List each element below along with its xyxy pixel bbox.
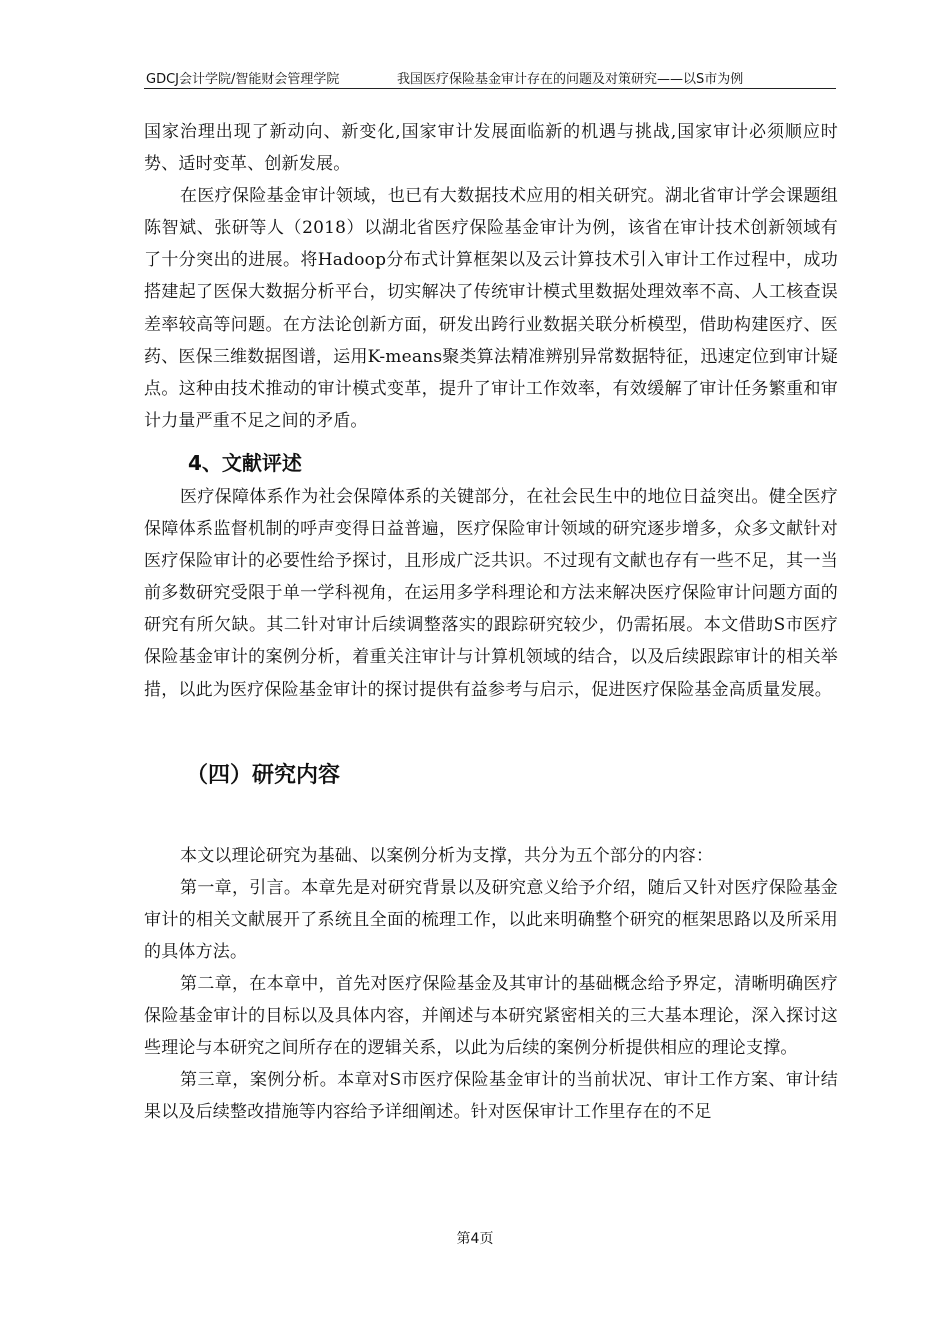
paragraph-literature-review: 医疗保障体系作为社会保障体系的关键部分，在社会民生中的地位日益突出。健全医疗保障体系监督机制的呼声变得日益普遍，医疗保险审计领域的研究逐步增多，众多文献针对医疗保险审计的必要性给予探讨，且形成广泛共识。不过现有文献也存有一些不足，其一当前多数研究受限于单一学科视角，在运用多学科理论和方法来解决医疗保险审计问题方面的研究有所欠缺。其二针对审计后续调整落实的跟踪研究较少，仍需拓展。本文借助S市医疗保险基金审计的案例分析，着重关注审计与计算机领域的结合，以及后续跟踪审计的相关举措，以此为医疗保险基金审计的探讨提供有益参考与启示，促进医疗保险基金高质量发展。 — [144, 486, 838, 700]
running-header — [144, 66, 836, 89]
paragraph-structure-intro: 本文以理论研究为基础、以案例分析为支撑，共分为五个部分的内容： — [180, 845, 714, 866]
header-institution: GDCJ会计学院/智能财会管理学院 — [146, 72, 340, 87]
paragraph-chapter-three: 第三章，案例分析。本章对S市医疗保险基金审计的当前状况、审计工作方案、审计结果以及后续整改措施等内容给予详细阐述。针对医保审计工作里存在的不足 — [144, 1070, 838, 1123]
header-thesis-title: 我国医疗保险基金审计存在的问题及对策研究——以S市为例 — [397, 72, 744, 87]
body-text — [144, 116, 838, 1128]
heading-literature-review: 4、文献评述 — [188, 450, 302, 475]
heading-research-content: （四）研究内容 — [186, 762, 341, 788]
paragraph-chapter-two: 第二章，在本章中，首先对医疗保险基金及其审计的基础概念给予界定，清晰明确医疗保险基金审计的目标以及具体内容，并阐述与本研究紧密相关的三大基本理论，深入探讨这些理论与本研究之间所存在的逻辑关系，以此为后续的案例分析提供相应的理论支撑。 — [144, 973, 838, 1059]
paragraph-continuation: 国家治理出现了新动向、新变化,国家审计发展面临新的机遇与挑战,国家审计必须顺应时势、适时变革、创新发展。 — [144, 122, 838, 175]
page-number: 第4页 — [456, 1231, 494, 1247]
paragraph-chapter-one: 第一章，引言。本章先是对研究背景以及研究意义给予介绍，随后又针对医疗保险基金审计的相关文献展开了系统且全面的梳理工作，以此来明确整个研究的框架思路以及所采用的具体方法。 — [144, 877, 838, 962]
paragraph-big-data-audit: 在医疗保险基金审计领域，也已有大数据技术应用的相关研究。湖北省审计学会课题组陈智斌、张研等人（2018）以湖北省医疗保险基金审计为例，该省在审计技术创新领域有了十分突出的进展。将Hadoop分布式计算框架以及云计算技术引入审计工作过程中，成功搭建起了医保大数据分析平台，切实解决了传统审计模式里数据处理效率不高、人工核查误差率较高等问题。在方法论创新方面，研发出跨行业数据关联分析模型，借助构建医疗、医药、医保三维数据图谱，运用K-means聚类算法精准辨别异常数据特征，迅速定位到审计疑点。这种由技术推动的审计模式变革，提升了审计工作效率，有效缓解了审计任务繁重和审计力量严重不足之间的矛盾。 — [144, 186, 838, 431]
